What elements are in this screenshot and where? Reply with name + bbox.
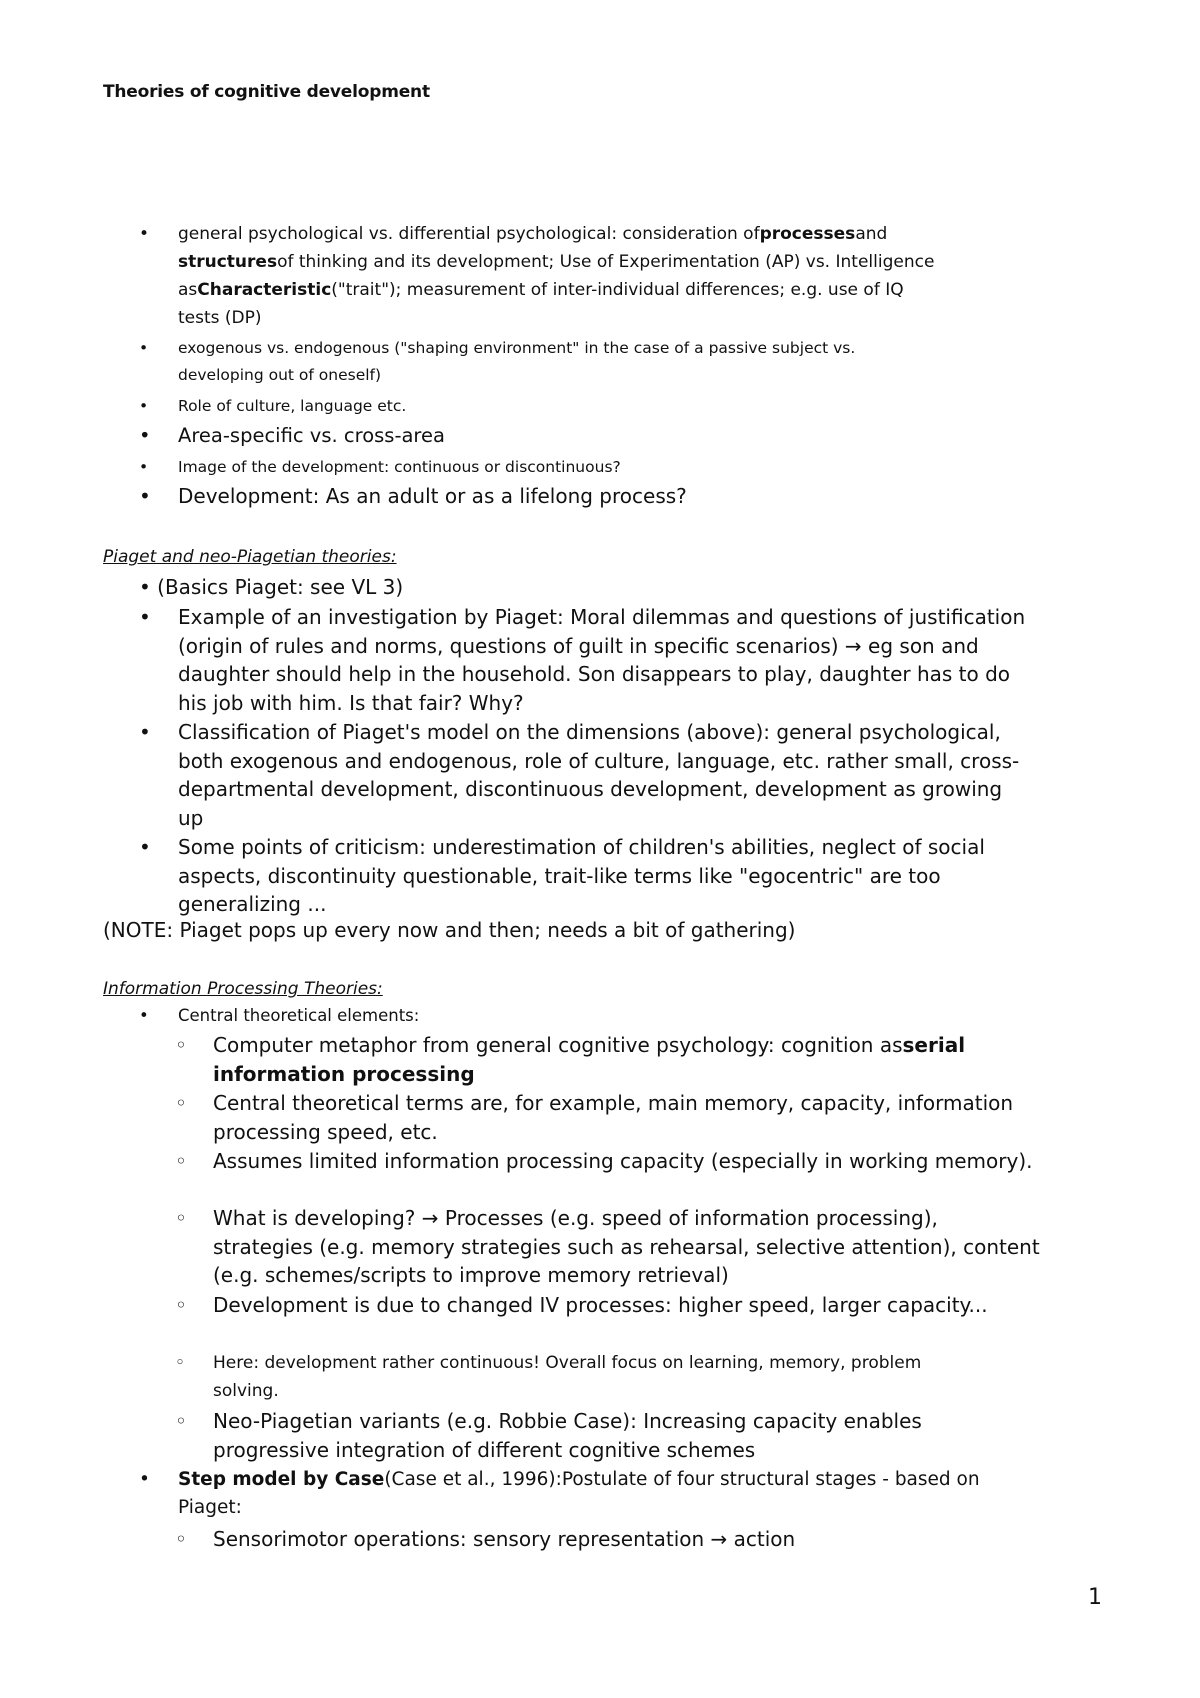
ip-sub-item-line: Here: development rather continuous! Overall focus on learning, memory, problem xyxy=(213,1353,922,1373)
piaget-item-line: up xyxy=(178,805,204,830)
intro-item-bullet: • xyxy=(139,484,151,508)
piaget-note: (NOTE: Piaget pops up every now and then; needs a bit of gathering) xyxy=(103,918,796,942)
intro-item-line: general psychological vs. differential psychological: consideration ofprocessesand xyxy=(178,224,888,244)
intro-item-bullet: • xyxy=(139,458,149,476)
piaget-item-bullet: • xyxy=(139,835,151,859)
piaget-item-line: (origin of rules and norms, questions of guilt in specific scenarios) → eg son and xyxy=(178,633,979,658)
step-model-sub-item-line: Sensorimotor operations: sensory representation → action xyxy=(213,1527,796,1551)
ip-sub-item-line: Central theoretical terms are, for example, main memory, capacity, information xyxy=(213,1091,1014,1115)
intro-item-line: Role of culture, language etc. xyxy=(178,397,407,415)
piaget-item-line: both exogenous and endogenous, role of culture, language, etc. rather small, cross- xyxy=(178,748,1020,773)
piaget-item-bullet: • xyxy=(139,605,151,629)
ip-sub-item-bullet: ◦ xyxy=(175,1409,187,1433)
piaget-item-line: daughter should help in the household. Son disappears to play, daughter has to do xyxy=(178,662,1011,686)
intro-item-bullet: • xyxy=(139,339,149,357)
intro-item-line: Image of the development: continuous or discontinuous? xyxy=(178,458,621,476)
piaget-item-line: aspects, discontinuity questionable, trait-like terms like "egocentric" are too xyxy=(178,863,941,888)
ip-sub-item-line: Assumes limited information processing capacity (especially in working memory). xyxy=(213,1149,1033,1173)
ip-sub-item-bullet: ◦ xyxy=(175,1293,187,1317)
piaget-item-line: his job with him. Is that fair? Why? xyxy=(178,690,524,715)
ip-sub-item-bullet: ◦ xyxy=(175,1206,187,1230)
ip-sub-item-bullet: ◦ xyxy=(175,1033,187,1057)
section-heading-piaget: Piaget and neo-Piagetian theories: xyxy=(103,547,397,567)
intro-item-bullet: • xyxy=(139,397,149,415)
piaget-item-bullet: • xyxy=(139,720,151,744)
step-model-item-bullet: • xyxy=(139,1469,150,1490)
central-elements-bullet: • xyxy=(139,1006,149,1025)
ip-sub-item-line: progressive integration of different cognitive schemes xyxy=(213,1437,756,1462)
ip-sub-item-bullet: ◦ xyxy=(175,1091,187,1115)
central-elements-line: Central theoretical elements: xyxy=(178,1006,420,1025)
ip-sub-item-line: Computer metaphor from general cognitive psychology: cognition asserial xyxy=(213,1033,966,1057)
intro-item-line: tests (DP) xyxy=(178,308,262,328)
intro-item-line: Development: As an adult or as a lifelong process? xyxy=(178,484,687,508)
ip-sub-item-line: solving. xyxy=(213,1381,279,1401)
intro-item-line: Area-specific vs. cross-area xyxy=(178,424,445,447)
document-title: Theories of cognitive development xyxy=(103,82,430,102)
ip-sub-item-line: (e.g. schemes/scripts to improve memory retrieval) xyxy=(213,1263,729,1287)
ip-sub-item-line: information processing xyxy=(213,1061,475,1086)
section-heading-info-processing: Information Processing Theories: xyxy=(103,979,383,999)
piaget-item-line: Example of an investigation by Piaget: Moral dilemmas and questions of justification xyxy=(178,605,1026,629)
piaget-item-line: generalizing ... xyxy=(178,892,327,916)
intro-item-bullet: • xyxy=(139,424,151,447)
intro-item-bullet: • xyxy=(139,224,150,244)
ip-sub-item-line: strategies (e.g. memory strategies such as rehearsal, selective attention), content xyxy=(213,1234,1040,1259)
intro-item-line: asCharacteristic("trait"); measurement of inter-individual differences; e.g. use of IQ xyxy=(178,280,904,300)
piaget-item-line: departmental development, discontinuous development, development as growing xyxy=(178,777,1003,801)
intro-item-line: exogenous vs. endogenous ("shaping environment" in the case of a passive subject vs. xyxy=(178,339,856,357)
piaget-basics-line: • (Basics Piaget: see VL 3) xyxy=(139,575,404,599)
piaget-item-line: Some points of criticism: underestimation of children's abilities, neglect of social xyxy=(178,835,985,859)
intro-item-line: developing out of oneself) xyxy=(178,366,382,384)
ip-sub-item-line: Neo-Piagetian variants (e.g. Robbie Case): Increasing capacity enables xyxy=(213,1409,922,1433)
step-model-item-line: Piaget: xyxy=(178,1497,242,1518)
intro-item-line: structuresof thinking and its development; Use of Experimentation (AP) vs. Intelligence xyxy=(178,252,935,272)
page-number: 1 xyxy=(1088,1585,1102,1610)
ip-sub-item-bullet: ◦ xyxy=(175,1149,187,1173)
step-model-sub-item-bullet: ◦ xyxy=(175,1527,187,1551)
ip-sub-item-line: processing speed, etc. xyxy=(213,1119,438,1144)
step-model-item-line: Step model by Case(Case et al., 1996):Postulate of four structural stages - based on xyxy=(178,1469,980,1490)
ip-sub-item-bullet: ◦ xyxy=(175,1353,186,1373)
ip-sub-item-line: Development is due to changed IV processes: higher speed, larger capacity... xyxy=(213,1293,988,1317)
piaget-item-line: Classification of Piaget's model on the dimensions (above): general psychological, xyxy=(178,720,1001,744)
ip-sub-item-line: What is developing? → Processes (e.g. speed of information processing), xyxy=(213,1206,938,1230)
